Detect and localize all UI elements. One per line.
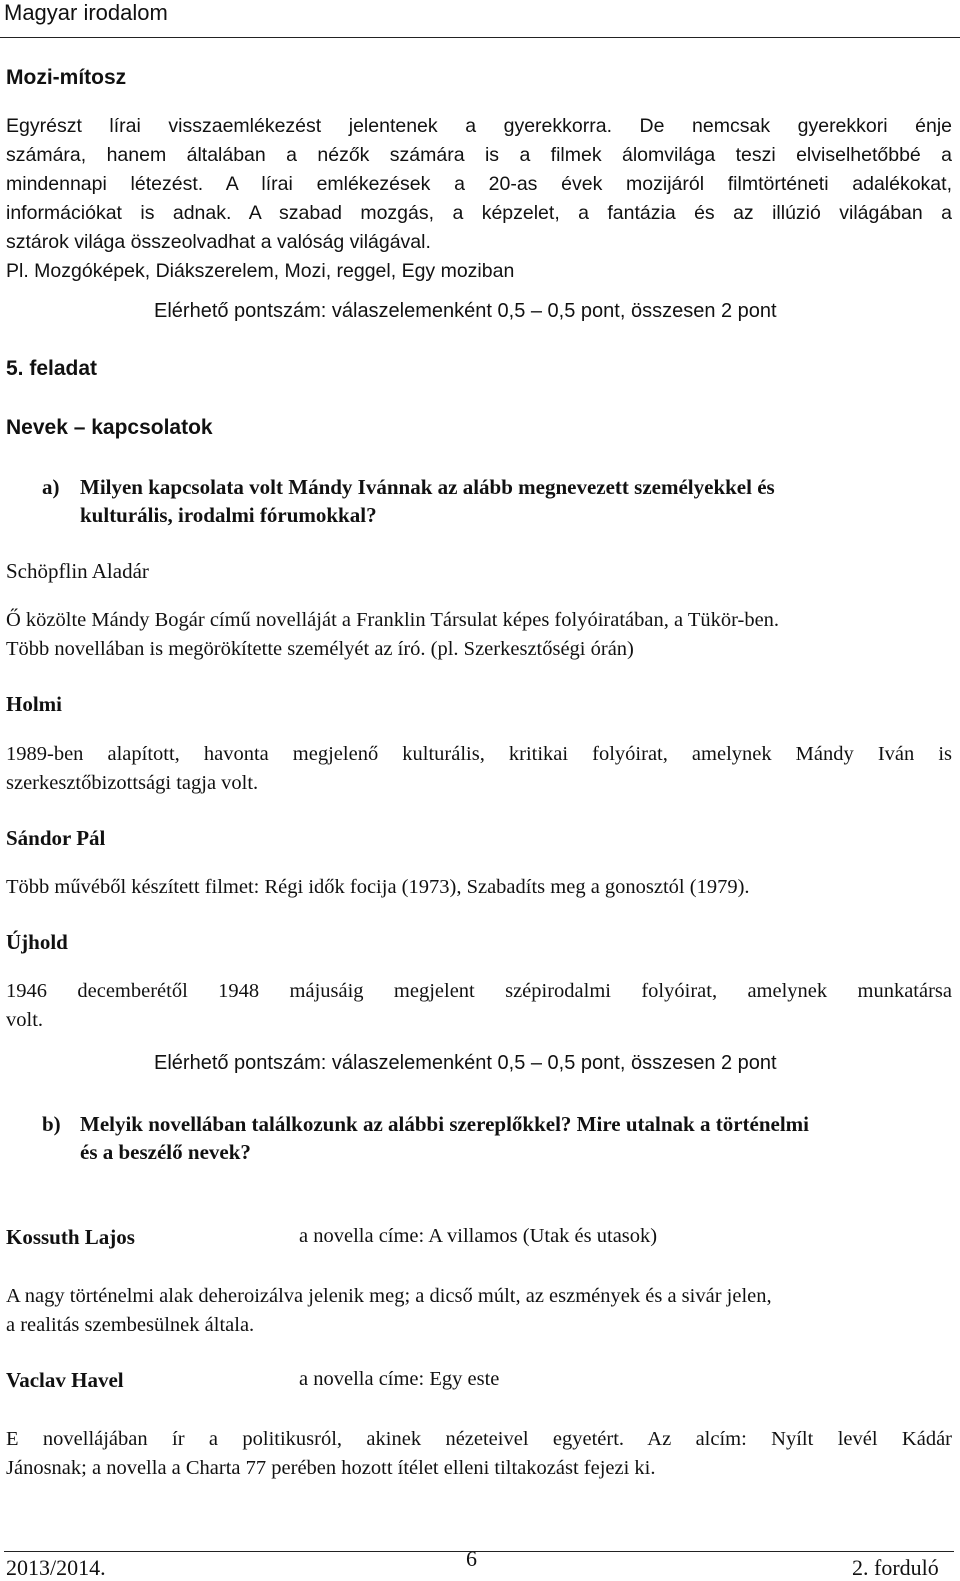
entry-text-holmi [6,740,952,798]
footer-year: 2013/2014. [6,1555,106,1580]
question-line: Milyen kapcsolata volt Mándy Ivánnak az alább megnevezett személyekkel és [80,475,775,499]
question-line: és a beszélő nevek? [80,1140,251,1164]
mozi-line: számára, hanem általában a nézők számára is a filmek álomvilága teszi elviselhetőbbé a [6,144,952,166]
mozi-line: információkat is adnak. A szabad mozgás, a képzelet, a fantázia és az illúzió világában a [6,202,952,224]
novel-title-kossuth: a novella címe: A villamos (Utak és utasok) [299,1225,658,1247]
entry-line: a realitás szembesülnek általa. [6,1314,255,1336]
character-name-kossuth: Kossuth Lajos [6,1225,135,1249]
footer-round: 2. forduló [852,1555,939,1580]
entry-title-holmi: Holmi [6,692,62,716]
entry-title-sandor: Sándor Pál [6,826,106,850]
question-label: b) [42,1112,61,1136]
novel-title-havel: a novella címe: Egy este [299,1368,500,1390]
entry-line: 1989-ben alapított, havonta megjelenő kulturális, kritikai folyóirat, amelynek Mándy Iván is [6,743,952,765]
footer-rule [4,1551,954,1552]
entry-title-ujhold: Újhold [6,930,68,954]
task-number: 5. feladat [6,357,98,380]
question-line: Melyik novellában találkozunk az alábbi szereplőkkel? Mire utalnak a történelmi [80,1112,809,1136]
mozi-paragraph [6,112,952,286]
question-b [80,1110,952,1166]
points-note: Elérhető pontszám: válaszelemenként 0,5 – 0,5 pont, összesen 2 pont [154,1052,777,1074]
points-note: Elérhető pontszám: válaszelemenként 0,5 – 0,5 pont, összesen 2 pont [154,300,777,322]
entry-line: Jánosnak; a novella a Charta 77 perében hozott ítélet elleni tiltakozást fejezi ki. [6,1457,656,1479]
entry-line: volt. [6,1009,44,1031]
mozi-examples: Pl. Mozgóképek, Diákszerelem, Mozi, reggel, Egy moziban [6,260,515,282]
question-a [80,473,920,529]
entry-line: A nagy történelmi alak deheroizálva jelenik meg; a dicső múlt, az eszmények és a sivár jelen, [6,1285,772,1307]
section-title-mozi: Mozi-mítosz [6,66,127,89]
entry-line: Több novellában is megörökítette személyét az író. (pl. Szerkesztőségi órán) [6,638,634,660]
character-text-kossuth [6,1282,952,1340]
entry-text-sandor: Több művéből készített filmet: Régi idők focija (1973), Szabadíts meg a gonosztól (1979). [6,876,750,898]
entry-line: Ő közölte Mándy Bogár című novelláját a Franklin Társulat képes folyóiratában, a Tükör-ben. [6,609,780,631]
page-header [0,0,960,38]
entry-text-schopflin [6,606,952,664]
header-title: Magyar irodalom [4,0,168,25]
entry-title-schopflin: Schöpflin Aladár [6,559,149,583]
entry-line: szerkesztőbizottsági tagja volt. [6,772,259,794]
question-label: a) [42,475,60,499]
entry-line: E novellájában ír a politikusról, akinek nézeteivel egyetért. Az alcím: Nyílt levél Kádár [6,1428,952,1450]
mozi-line: sztárok világa összeolvadhat a valóság világával. [6,231,431,253]
entry-text-ujhold [6,977,952,1035]
question-line: kulturális, irodalmi fórumokkal? [80,503,377,527]
mozi-line: Egyrészt lírai visszaemlékezést jelentenek a gyerekkorra. De nemcsak gyerekkori énje [6,115,952,137]
page-number: 6 [466,1546,477,1571]
character-text-havel [6,1425,952,1483]
character-name-havel: Vaclav Havel [6,1368,124,1392]
mozi-line: mindennapi létezést. A lírai emlékezések a 20-as évek mozijáról filmtörténeti adalékokat, [6,173,952,195]
task-subtitle: Nevek – kapcsolatok [6,416,213,439]
entry-line: 1946 decemberétől 1948 májusáig megjelent szépirodalmi folyóirat, amelynek munkatársa [6,980,952,1002]
